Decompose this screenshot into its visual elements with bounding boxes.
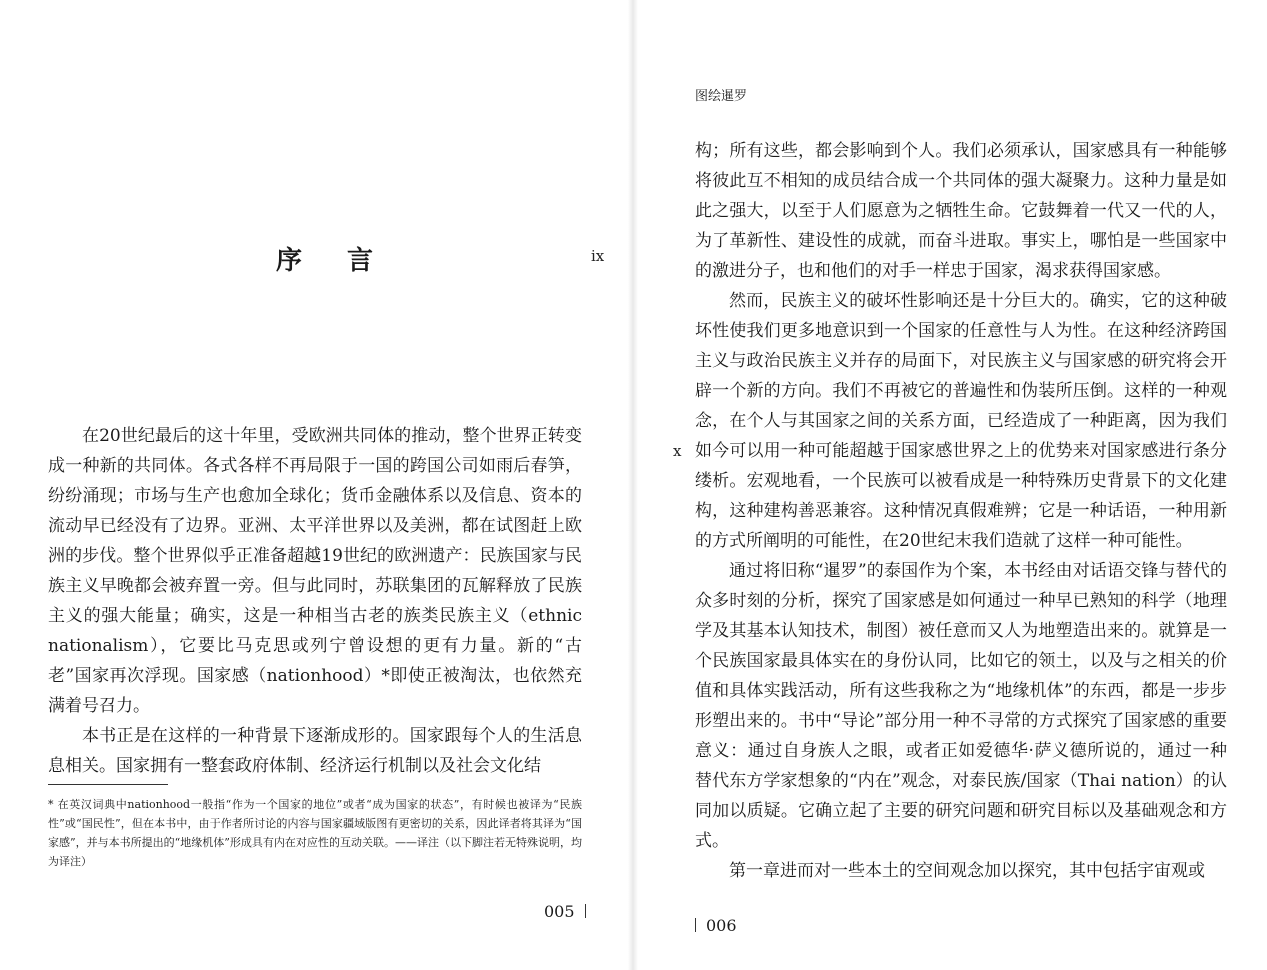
page-number-text: 005 (544, 902, 575, 921)
page-title: 序 言 (276, 246, 392, 276)
book-gutter (628, 0, 638, 970)
page-number-text: 006 (706, 916, 737, 935)
page-number (544, 902, 586, 921)
footnote-rule (48, 784, 168, 785)
folio-bar (695, 918, 696, 932)
running-head: 图绘暹罗 (695, 89, 748, 104)
margin-page-number: ix (591, 247, 605, 265)
right-page (638, 0, 1267, 970)
left-page (0, 0, 628, 970)
paragraph: 构；所有这些，都会影响到个人。我们必须承认，国家感具有一种能够将彼此互不相知的成员结合成一个共同体的强大凝聚力。这种力量是如此之强大，以至于人们愿意为之牺牲生命。它鼓舞着一代又一代的人，为了革新性、建设性的成就，而奋斗进取。事实上，哪怕是一些国家中的激进分子，也和他们的对手一样忠于国家，渴求获得国家感。 (695, 141, 1227, 281)
paragraph: 本书正是在这样的一种背景下逐渐成形的。国家跟每个人的生活息息相关。国家拥有一整套政府体制、经济运行机制以及社会文化结 (48, 726, 582, 776)
body-text (48, 421, 582, 781)
paragraph: 通过将旧称“暹罗”的泰国作为个案，本书经由对话语交锋与替代的众多时刻的分析，探究了国家感是如何通过一种早已熟知的科学（地理学及其基本认知技术，制图）被任意而又人为地塑造出来的。就算是一个民族国家最具体实在的身份认同，比如它的领土，以及与之相关的价值和具体实践活动，所有这些我称之为“地缘机体”的东西，都是一步步形塑出来的。书中“导论”部分用一种不寻常的方式探究了国家感的重要意义：通过自身族人之眼，或者正如爱德华·萨义德所说的，通过一种替代东方学家想象的“内在”观念，对泰民族/国家（Thai nation）的认同加以质疑。它确立起了主要的研究问题和研究目标以及基础观念和方式。 (695, 561, 1227, 851)
page-number (695, 916, 737, 935)
folio-bar (585, 904, 586, 918)
paragraph: 在20世纪最后的这十年里，受欧洲共同体的推动，整个世界正转变成一种新的共同体。各式各样不再局限于一国的跨国公司如雨后春笋，纷纷涌现；市场与生产也愈加全球化；货币金融体系以及信息、资本的流动早已经没有了边界。亚洲、太平洋世界以及美洲，都在试图赶上欧洲的步伐。整个世界似乎正准备超越19世纪的欧洲遗产：民族国家与民族主义早晚都会被弃置一旁。但与此同时，苏联集团的瓦解释放了民族主义的强大能量；确实，这是一种相当古老的族类民族主义（ethnic nationalism），它要比马克思或列宁曾设想的更有力量。新的“古老”国家再次浮现。国家感（nationhood）*即使正被淘汰，也依然充满着号召力。 (48, 426, 582, 716)
paragraph: 然而，民族主义的破坏性影响还是十分巨大的。确实，它的这种破坏性使我们更多地意识到一个国家的任意性与人为性。在这种经济跨国主义与政治民族主义并存的局面下，对民族主义与国家感的研究将会开辟一个新的方向。我们不再被它的普遍性和伪装所压倒。这样的一种观念，在个人与其国家之间的关系方面，已经造成了一种距离，因为我们如今可以用一种可能超越于国家感世界之上的优势来对国家感进行条分缕析。宏观地看，一个民族可以被看成是一种特殊历史背景下的文化建构，这种建构善恶兼容。这种情况真假难辨；它是一种话语，一种用新的方式所阐明的可能性，在20世纪末我们造就了这样一种可能性。 (695, 291, 1227, 551)
footnote: * 在英汉词典中nationhood一般指“作为一个国家的地位”或者“成为国家的状态”，有时候也被译为“民族性”或“国民性”，但在本书中，由于作者所讨论的内容与国家疆域版图有更密切的关系，因此译者将其译为“国家感”，并与本书所提出的“地缘机体”形成具有内在对应性的互动关联。——译注（以下脚注若无特殊说明，均为译注） (48, 798, 582, 868)
margin-page-number: x (673, 442, 682, 460)
paragraph: 第一章进而对一些本土的空间观念加以探究，其中包括宇宙观或 (729, 861, 1205, 881)
body-text (695, 136, 1227, 886)
